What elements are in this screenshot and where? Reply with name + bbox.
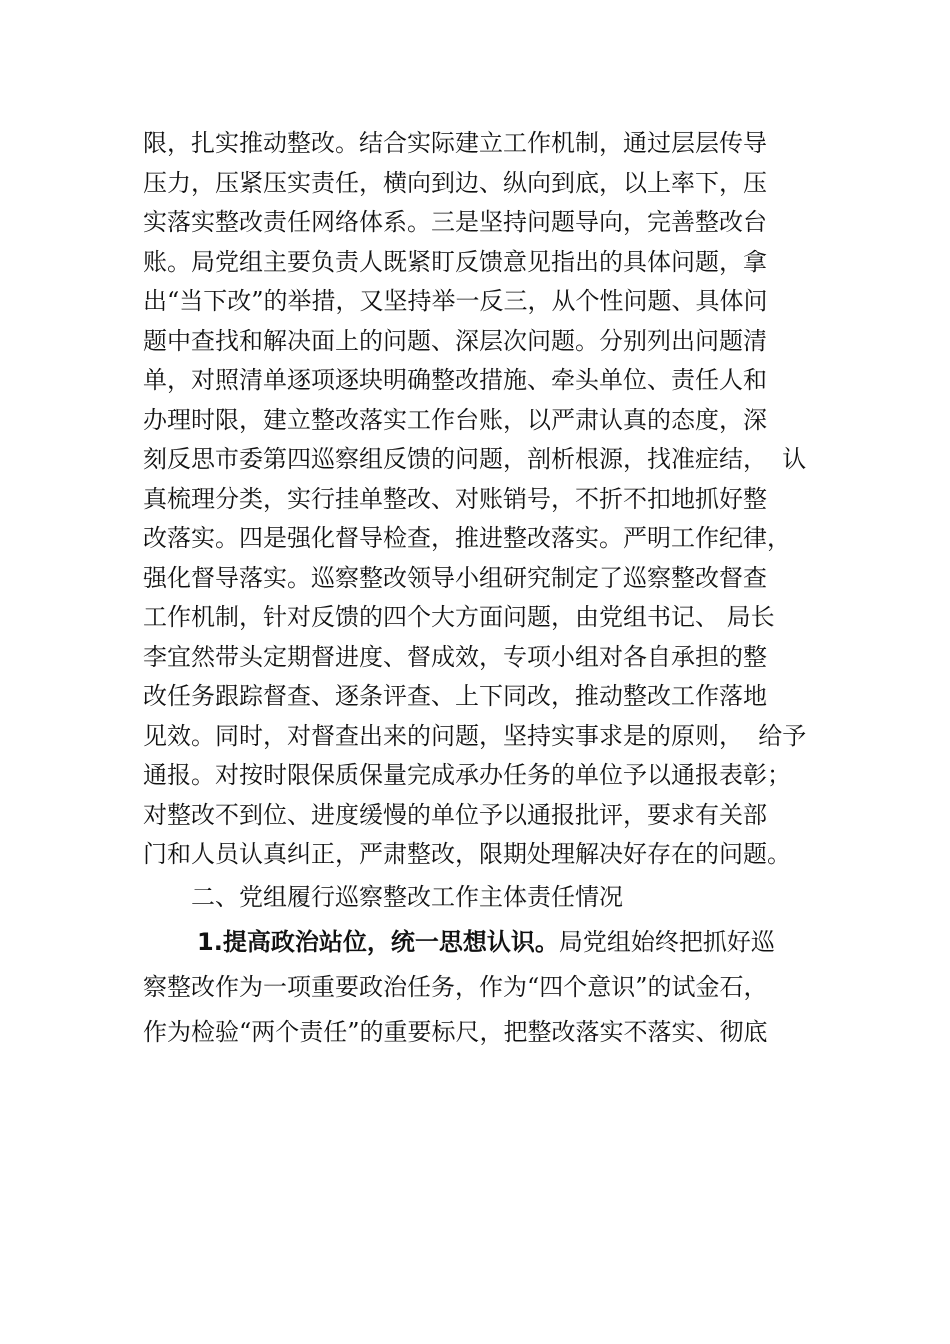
text-line: 见效。同时，对督查出来的问题，坚持实事求是的原则， 给予 [143,721,807,750]
text-line: 改任务跟踪督查、逐条评查、上下同改，推动整改工作落地 [143,682,767,710]
section-heading: 二、党组履行巡察整改工作主体责任情况 [191,882,623,911]
text-line: 刻反思市委第四巡察组反馈的问题，剖析根源，找准症结， 认 [143,445,807,473]
text-line: 通报。对按时限保质保量完成承办任务的单位予以通报表彰； [143,761,791,789]
text-line: 察整改作为一项重要政治任务，作为“四个意识”的试金石， [143,972,768,1001]
text-line: 强化督导落实。巡察整改领导小组研究制定了巡察整改督查 [143,563,767,592]
text-line: 办理时限，建立整改落实工作台账，以严肃认真的态度，深 [143,405,767,434]
item-1-first-line-rest: 局党组始终把抓好巡 [558,927,775,956]
text-line: 李宜然带头定期督进度、督成效，专项小组对各自承担的整 [143,642,767,671]
text-line: 改落实。四是强化督导检查，推进整改落实。严明工作纪律， [143,524,791,552]
document-body [143,124,823,1055]
text-line: 对整改不到位、进度缓慢的单位予以通报批评，要求有关部 [143,800,767,829]
text-line: 工作机制，针对反馈的四个大方面问题，由党组书记、 局长 [143,603,775,631]
item-1-bold-lead: 1.提高政治站位，统一思想认识。 [197,927,559,956]
text-line: 实落实整改责任网络体系。三是坚持问题导向，完善整改台 [143,208,767,236]
text-line: 账。局党组主要负责人既紧盯反馈意见指出的具体问题，拿 [143,247,767,276]
text-line: 压力，压紧压实责任，横向到边、纵向到底，以上率下，压 [143,168,767,197]
text-line: 真梳理分类，实行挂单整改、对账销号，不折不扣地抓好整 [143,484,767,513]
item-1-paragraph [143,920,823,1055]
paragraph-1 [143,124,823,875]
text-line: 出“当下改”的举措，又坚持举一反三，从个性问题、具体问 [143,287,768,315]
text-line: 门和人员认真纠正，严肃整改，限期处理解决好存在的问题。 [143,840,791,868]
text-line: 限，扎实推动整改。结合实际建立工作机制，通过层层传导 [143,129,767,157]
text-line: 作为检验“两个责任”的重要标尺，把整改落实不落实、彻底 [143,1017,768,1046]
text-line: 单，对照清单逐项逐块明确整改措施、牵头单位、责任人和 [143,366,767,394]
item-1-first-line [143,920,823,965]
text-line: 题中查找和解决面上的问题、深层次问题。分别列出问题清 [143,326,767,355]
